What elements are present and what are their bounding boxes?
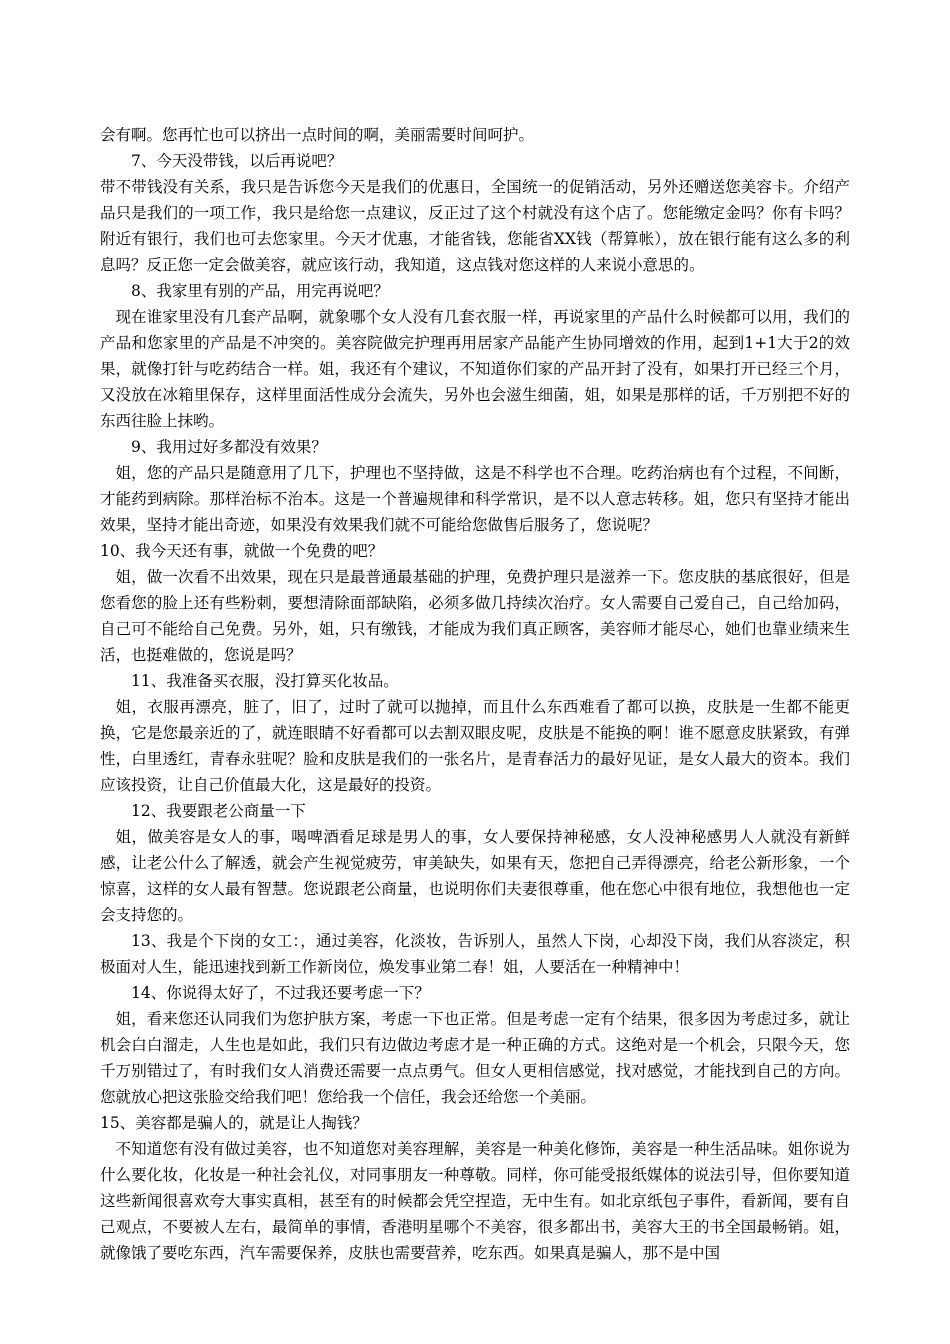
question-15: 15、美容都是骗人的，就是让人掏钱？: [100, 1114, 368, 1132]
answer-15: 不知道您有没有做过美容，也不知道您对美容理解，美容是一种美化修饰，美容是一种生活品味。姐你说为什么要化妆，化妆是一种社会礼仪，对同事朋友一种尊敬。同样，你可能受报纸媒体的说法引导，但你要知道这些新闻很喜欢夸大事实真相，甚至有的时候都会凭空捏造，无中生有。如北京纸包子事件，看新闻，要有自己观点，不要被人左右，最简单的事情，香港明星哪个不美容，很多都出书，美容大王的书全国最畅销。姐，就像饿了要吃东西，汽车需要保养，皮肤也需要营养，吃东西。如果真是骗人，那不是中国: [100, 1140, 850, 1262]
answer-14: 姐，看来您还认同我们为您护肤方案，考虑一下也正常。但是考虑一定有个结果，很多因为考虑过多，就让机会白白溜走，人生也是如此，我们只有边做边考虑才是一种正确的方式。这绝对是一个机会，只限今天，您千万别错过了，有时我们女人消费还需要一点点勇气。但女人更相信感觉，找对感觉，才能找到自己的方向。您就放心把这张脸交给我们吧！您给我一个信任，我会还给您一个美丽。: [100, 1010, 850, 1106]
answer-11: 姐，衣服再漂亮，脏了，旧了，过时了就可以抛掉，而且什么东西难看了都可以换，皮肤是一生都不能更换，它是您最亲近的了，就连眼睛不好看都可以去割双眼皮呢，皮肤是不能换的啊！谁不愿意皮肤紧致，有弹性，白里透红，青春永驻呢？脸和皮肤是我们的一张名片，是青春活力的最好见证，是女人最大的资本。我们应该投资，让自己价值最大化，这是最好的投资。: [100, 698, 850, 794]
question-12: 12、我要跟老公商量一下: [131, 802, 306, 820]
item-13: 13、我是个下岗的女工：，通过美容，化淡妆，告诉别人，虽然人下岗，心却没下岗，我们从容淡定，积极面对人生，能迅速找到新工作新岗位，焕发事业第二春！姐，人要活在一种精神中！: [100, 932, 850, 976]
answer-9: 姐，您的产品只是随意用了几下，护理也不坚持做，这是不科学也不合理。吃药治病也有个过程，不间断，才能药到病除。那样治标不治本。这是一个普遍规律和科学常识，是不以人意志转移。姐，您只有坚持才能出效果，坚持才能出奇迹，如果没有效果我们就不可能给您做售后服务了，您说呢？: [100, 464, 850, 534]
question-9: 9、我用过好多都没有效果？: [131, 438, 327, 456]
answer-10: 姐，做一次看不出效果，现在只是最普通最基础的护理，免费护理只是滋养一下。您皮肤的基底很好，但是您看您的脸上还有些粉刺，要想清除面部缺陷，必须多做几持续次治疗。女人需要自己爱自己，自己给加码，自己可不能给自己免费。另外，姐，只有缴钱，才能成为我们真正顾客，美容师才能尽心，她们也靠业绩来生活，也挺难做的，您说是吗？: [100, 568, 850, 664]
answer-12: 姐，做美容是女人的事，喝啤酒看足球是男人的事，女人要保持神秘感，女人没神秘感男人人就没有新鲜感，让老公什么了解透，就会产生视觉疲劳，审美缺失，如果有天，您把自己弄得漂亮，给老公新形象，一个惊喜，这样的女人最有智慧。您说跟老公商量，也说明你们夫妻很尊重，他在您心中很有地位，我想他也一定会支持您的。: [100, 828, 850, 924]
question-11: 11、我准备买衣服，没打算买化妆品。: [131, 672, 399, 690]
question-10: 10、我今天还有事，就做一个免费的吧？: [100, 542, 384, 560]
paragraph-1: 会有啊。您再忙也可以挤出一点时间的啊，美丽需要时间呵护。: [100, 126, 535, 144]
answer-8: 现在谁家里没有几套产品啊，就象哪个女人没有几套衣服一样，再说家里的产品什么时候都可以用，我们的产品和您家里的产品是不冲突的。美容院做完护理再用居家产品能产生协同增效的作用，起到1+1大于2的效果，就像打针与吃药结合一样。姐，我还有个建议，不知道你们家的产品开封了没有，如果打开已经三个月，又没放在冰箱里保存，这样里面活性成分会流失，另外也会滋生细菌，姐，如果是那样的话，千万别把不好的东西往脸上抹哟。: [100, 308, 850, 430]
question-8: 8、我家里有别的产品，用完再说吧？: [131, 282, 389, 300]
question-14: 14、你说得太好了，不过我还要考虑一下？: [131, 984, 430, 1002]
question-7: 7、今天没带钱，以后再说吧？: [131, 152, 343, 170]
document-page: [100, 122, 850, 1266]
answer-7: 带不带钱没有关系，我只是告诉您今天是我们的优惠日，全国统一的促销活动，另外还赠送您美容卡。介绍产品只是我们的一项工作，我只是给您一点建议，反正过了这个村就没有这个店了。您能缴定金吗？你有卡吗？附近有银行，我们也可去您家里。今天才优惠，才能省钱，您能省XX钱（帮算帐），放在银行能有这么多的利息吗？反正您一定会做美容，就应该行动，我知道，这点钱对您这样的人来说小意思的。: [100, 178, 850, 274]
